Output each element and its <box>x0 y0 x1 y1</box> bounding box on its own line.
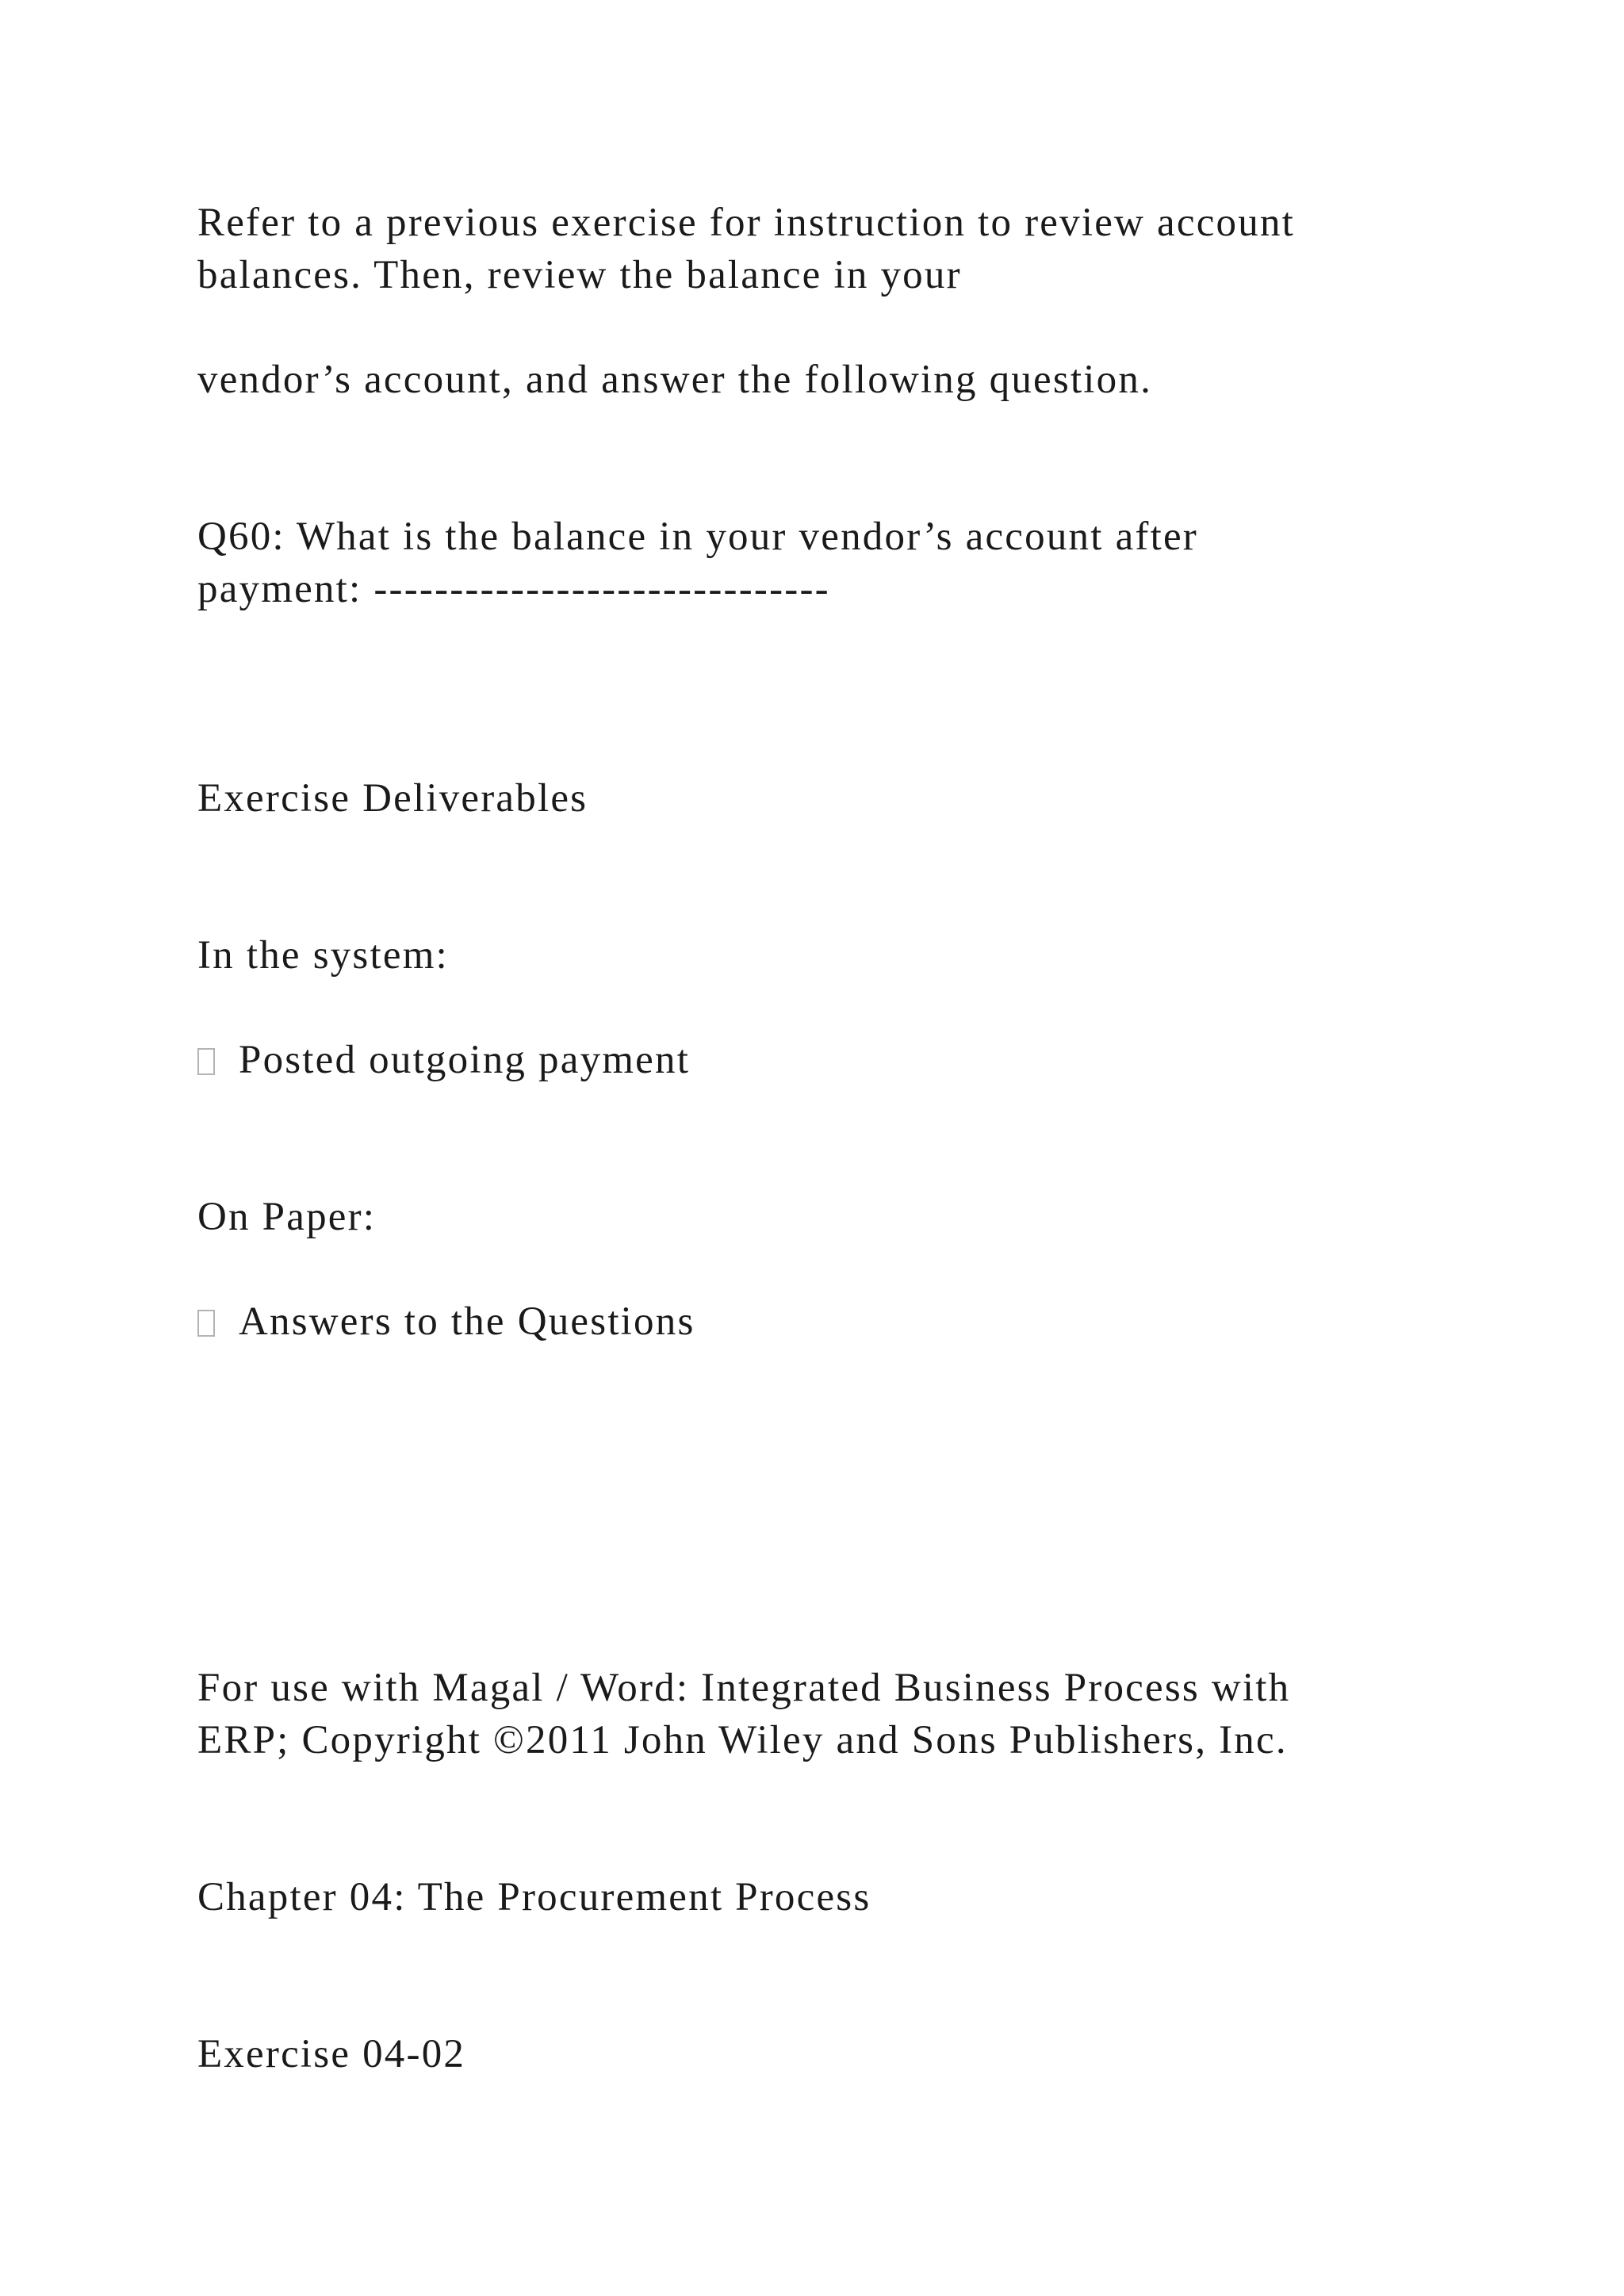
copyright-line-1: For use with Magal / Word: Integrated Business Process with <box>197 1666 1291 1710</box>
intro-text-line-3: vendor’s account, and answer the following question. <box>197 358 1153 402</box>
copyright-line-2: ERP; Copyright ©2011 John Wiley and Sons Publishers, Inc. <box>197 1718 1288 1762</box>
paper-deliverable-item <box>197 1295 695 1348</box>
intro-text-line-2: balances. Then, review the balance in your <box>197 253 962 297</box>
checkbox-icon <box>197 1310 215 1337</box>
system-deliverable-item <box>197 1034 690 1086</box>
deliverables-heading: Exercise Deliverables <box>197 776 588 821</box>
paper-label: On Paper: <box>197 1195 377 1239</box>
system-label: In the system: <box>197 933 449 978</box>
chapter-title: Chapter 04: The Procurement Process <box>197 1875 871 1919</box>
question-q60-line-2: payment: ------------------------------ <box>197 567 830 611</box>
exercise-number: Exercise 04-02 <box>197 2032 466 2076</box>
question-q60-line-1: Q60: What is the balance in your vendor’s account after <box>197 515 1198 559</box>
checkbox-icon <box>197 1048 215 1075</box>
paper-deliverable-text: Answers to the Questions <box>239 1299 695 1344</box>
intro-text-line-1: Refer to a previous exercise for instruction to review account <box>197 201 1296 245</box>
system-deliverable-text: Posted outgoing payment <box>239 1038 691 1082</box>
